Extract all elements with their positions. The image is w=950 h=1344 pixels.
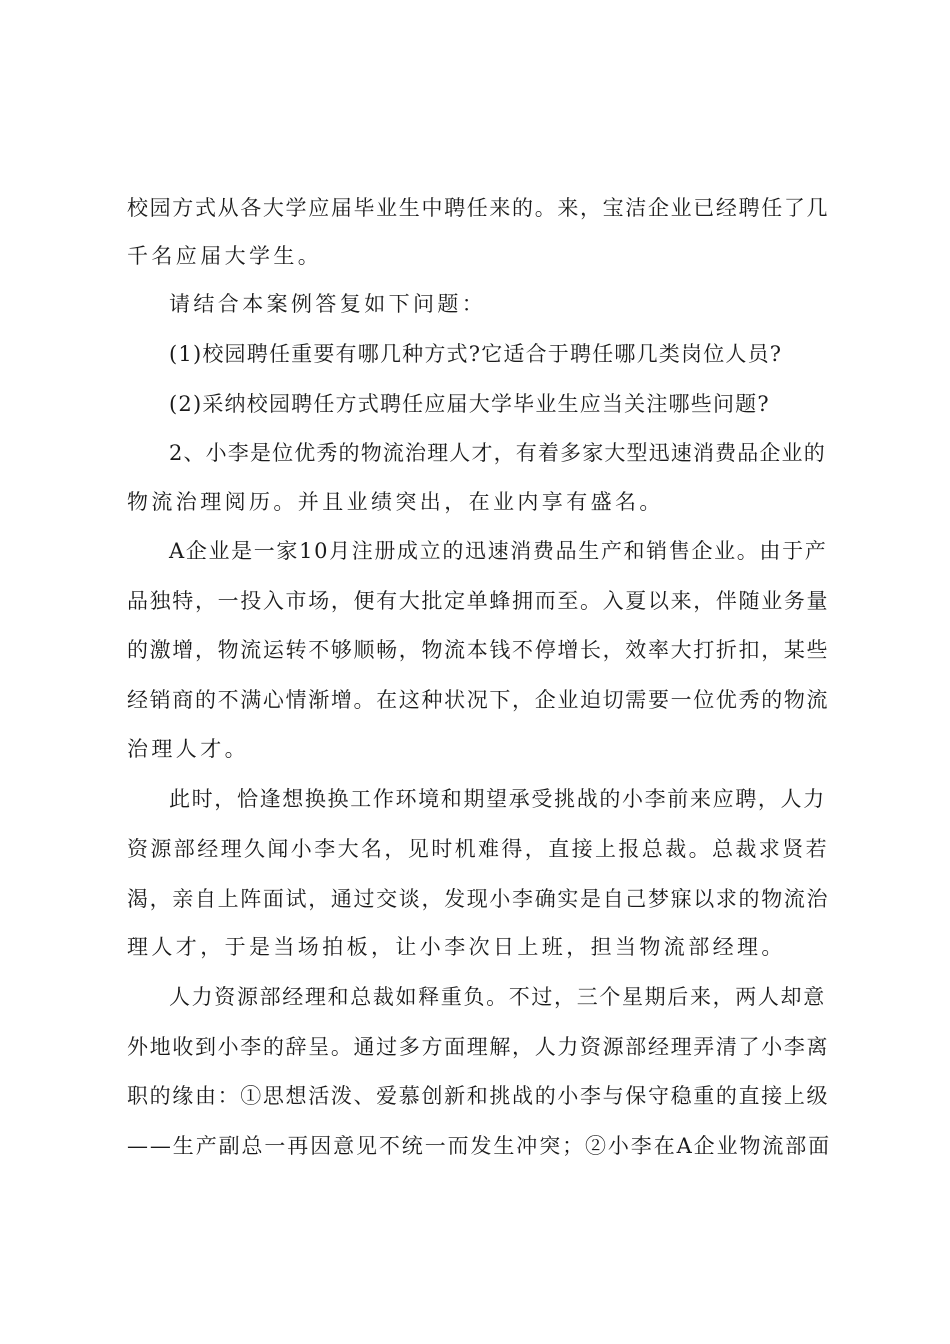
text-line: 此时，恰逢想换换工作环境和期望承受挑战的小李前来应聘，人力: [169, 787, 826, 811]
text-line: 人力资源部经理和总裁如释重负。不过，三个星期后来，两人却意: [169, 985, 826, 1009]
text-line: 渴，亲自上阵面试，通过交谈，发现小李确实是自己梦寐以求的物流治: [127, 887, 830, 911]
text-line: A企业是一家10月注册成立的迅速消费品生产和销售企业。由于产: [169, 539, 828, 563]
text-line: 资源部经理久闻小李大名，见时机难得，直接上报总裁。总裁求贤若: [127, 837, 829, 861]
text-line: 校园方式从各大学应届毕业生中聘任来的。来，宝洁企业已经聘任了几: [127, 196, 830, 220]
text-line: 请结合本案例答复如下问题：: [169, 292, 487, 316]
text-line: 千名应届大学生。: [127, 244, 323, 268]
text-line: 物流治理阅历。并且业绩突出，在业内享有盛名。: [127, 490, 664, 514]
text-line: (1)校园聘任重要有哪几种方式?它适合于聘任哪几类岗位人员?: [169, 342, 783, 366]
text-line: 的激增，物流运转不够顺畅，物流本钱不停增长，效率大打折扣，某些: [127, 638, 830, 662]
text-line: 2、小李是位优秀的物流治理人才，有着多家大型迅速消费品企业的: [169, 441, 826, 465]
text-line: 外地收到小李的辞呈。通过多方面理解，人力资源部经理弄清了小李离: [127, 1035, 830, 1059]
text-line: 品独特，一投入市场，便有大批定单蜂拥而至。入夏以来，伴随业务量: [127, 589, 830, 613]
text-line: ——生产副总一再因意见不统一而发生冲突；②小李在A企业物流部面: [127, 1134, 832, 1158]
text-line: 经销商的不满心情渐增。在这种状况下，企业迫切需要一位优秀的物流: [127, 688, 830, 712]
text-line: (2)采纳校园聘任方式聘任应届大学毕业生应当关注哪些问题?: [169, 392, 770, 416]
text-line: 理人才，于是当场拍板，让小李次日上班，担当物流部经理。: [127, 935, 786, 959]
text-line: 职的缘由：①思想活泼、爱慕创新和挑战的小李与保守稳重的直接上级: [127, 1084, 830, 1108]
text-line: 治理人才。: [127, 737, 249, 761]
